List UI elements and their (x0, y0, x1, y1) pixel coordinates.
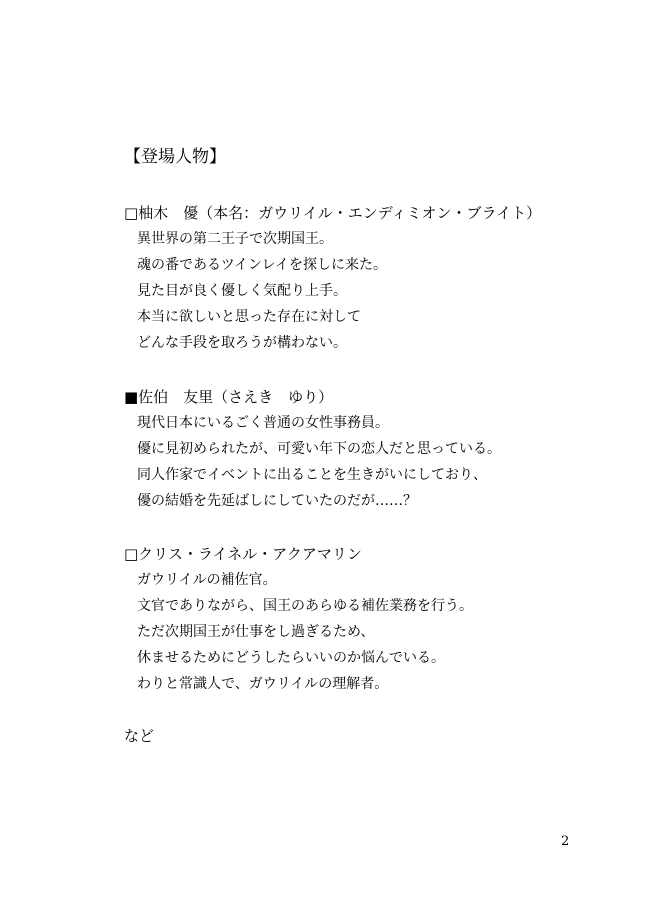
character-description (137, 413, 501, 511)
section-title: 【登場人物】 (124, 147, 226, 167)
character-entry-chris (124, 544, 473, 700)
character-entry-yuzuki (124, 203, 541, 359)
description-line: 魂の番であるツインレイを探しに来た。 (137, 257, 387, 273)
character-entry-saeki (124, 387, 501, 517)
description-line: 本当に欲しいと思った存在に対して (137, 309, 361, 325)
description-line: わりと常識人で、ガウリイルの理解者。 (137, 676, 389, 692)
character-description (137, 229, 541, 353)
description-line: 同人作家でイベントに出ることを生きがいにしており、 (137, 467, 487, 483)
closing-text: など (124, 727, 155, 745)
description-line: 優に見初められたが、可愛い年下の恋人だと思っている。 (137, 441, 501, 457)
description-line: 優の結婚を先延ばしにしていたのだが……？ (137, 493, 417, 509)
character-description (137, 570, 473, 694)
description-line: 休ませるためにどうしたらいいのか悩んでいる。 (137, 650, 445, 666)
description-line: 文官でありながら、国王のあらゆる補佐業務を行う。 (137, 598, 473, 614)
character-name: □クリス・ライネル・アクアマリン (124, 545, 362, 563)
description-line: 見た目が良く優しく気配り上手。 (137, 283, 347, 299)
description-line: どんな手段を取ろうが構わない。 (137, 335, 347, 351)
description-line: 異世界の第二王子で次期国王。 (137, 231, 333, 247)
description-line: ガウリイルの補佐官。 (137, 572, 277, 588)
description-line: 現代日本にいるごく普通の女性事務員。 (137, 415, 389, 431)
character-name: ■佐伯 友里（さえき ゆり） (124, 388, 334, 406)
page-number: 2 (561, 834, 570, 849)
character-name: □柚木 優（本名：ガウリイル・エンディミオン・ブライト） (124, 204, 542, 222)
description-line: ただ次期国王が仕事をし過ぎるため、 (137, 624, 375, 640)
